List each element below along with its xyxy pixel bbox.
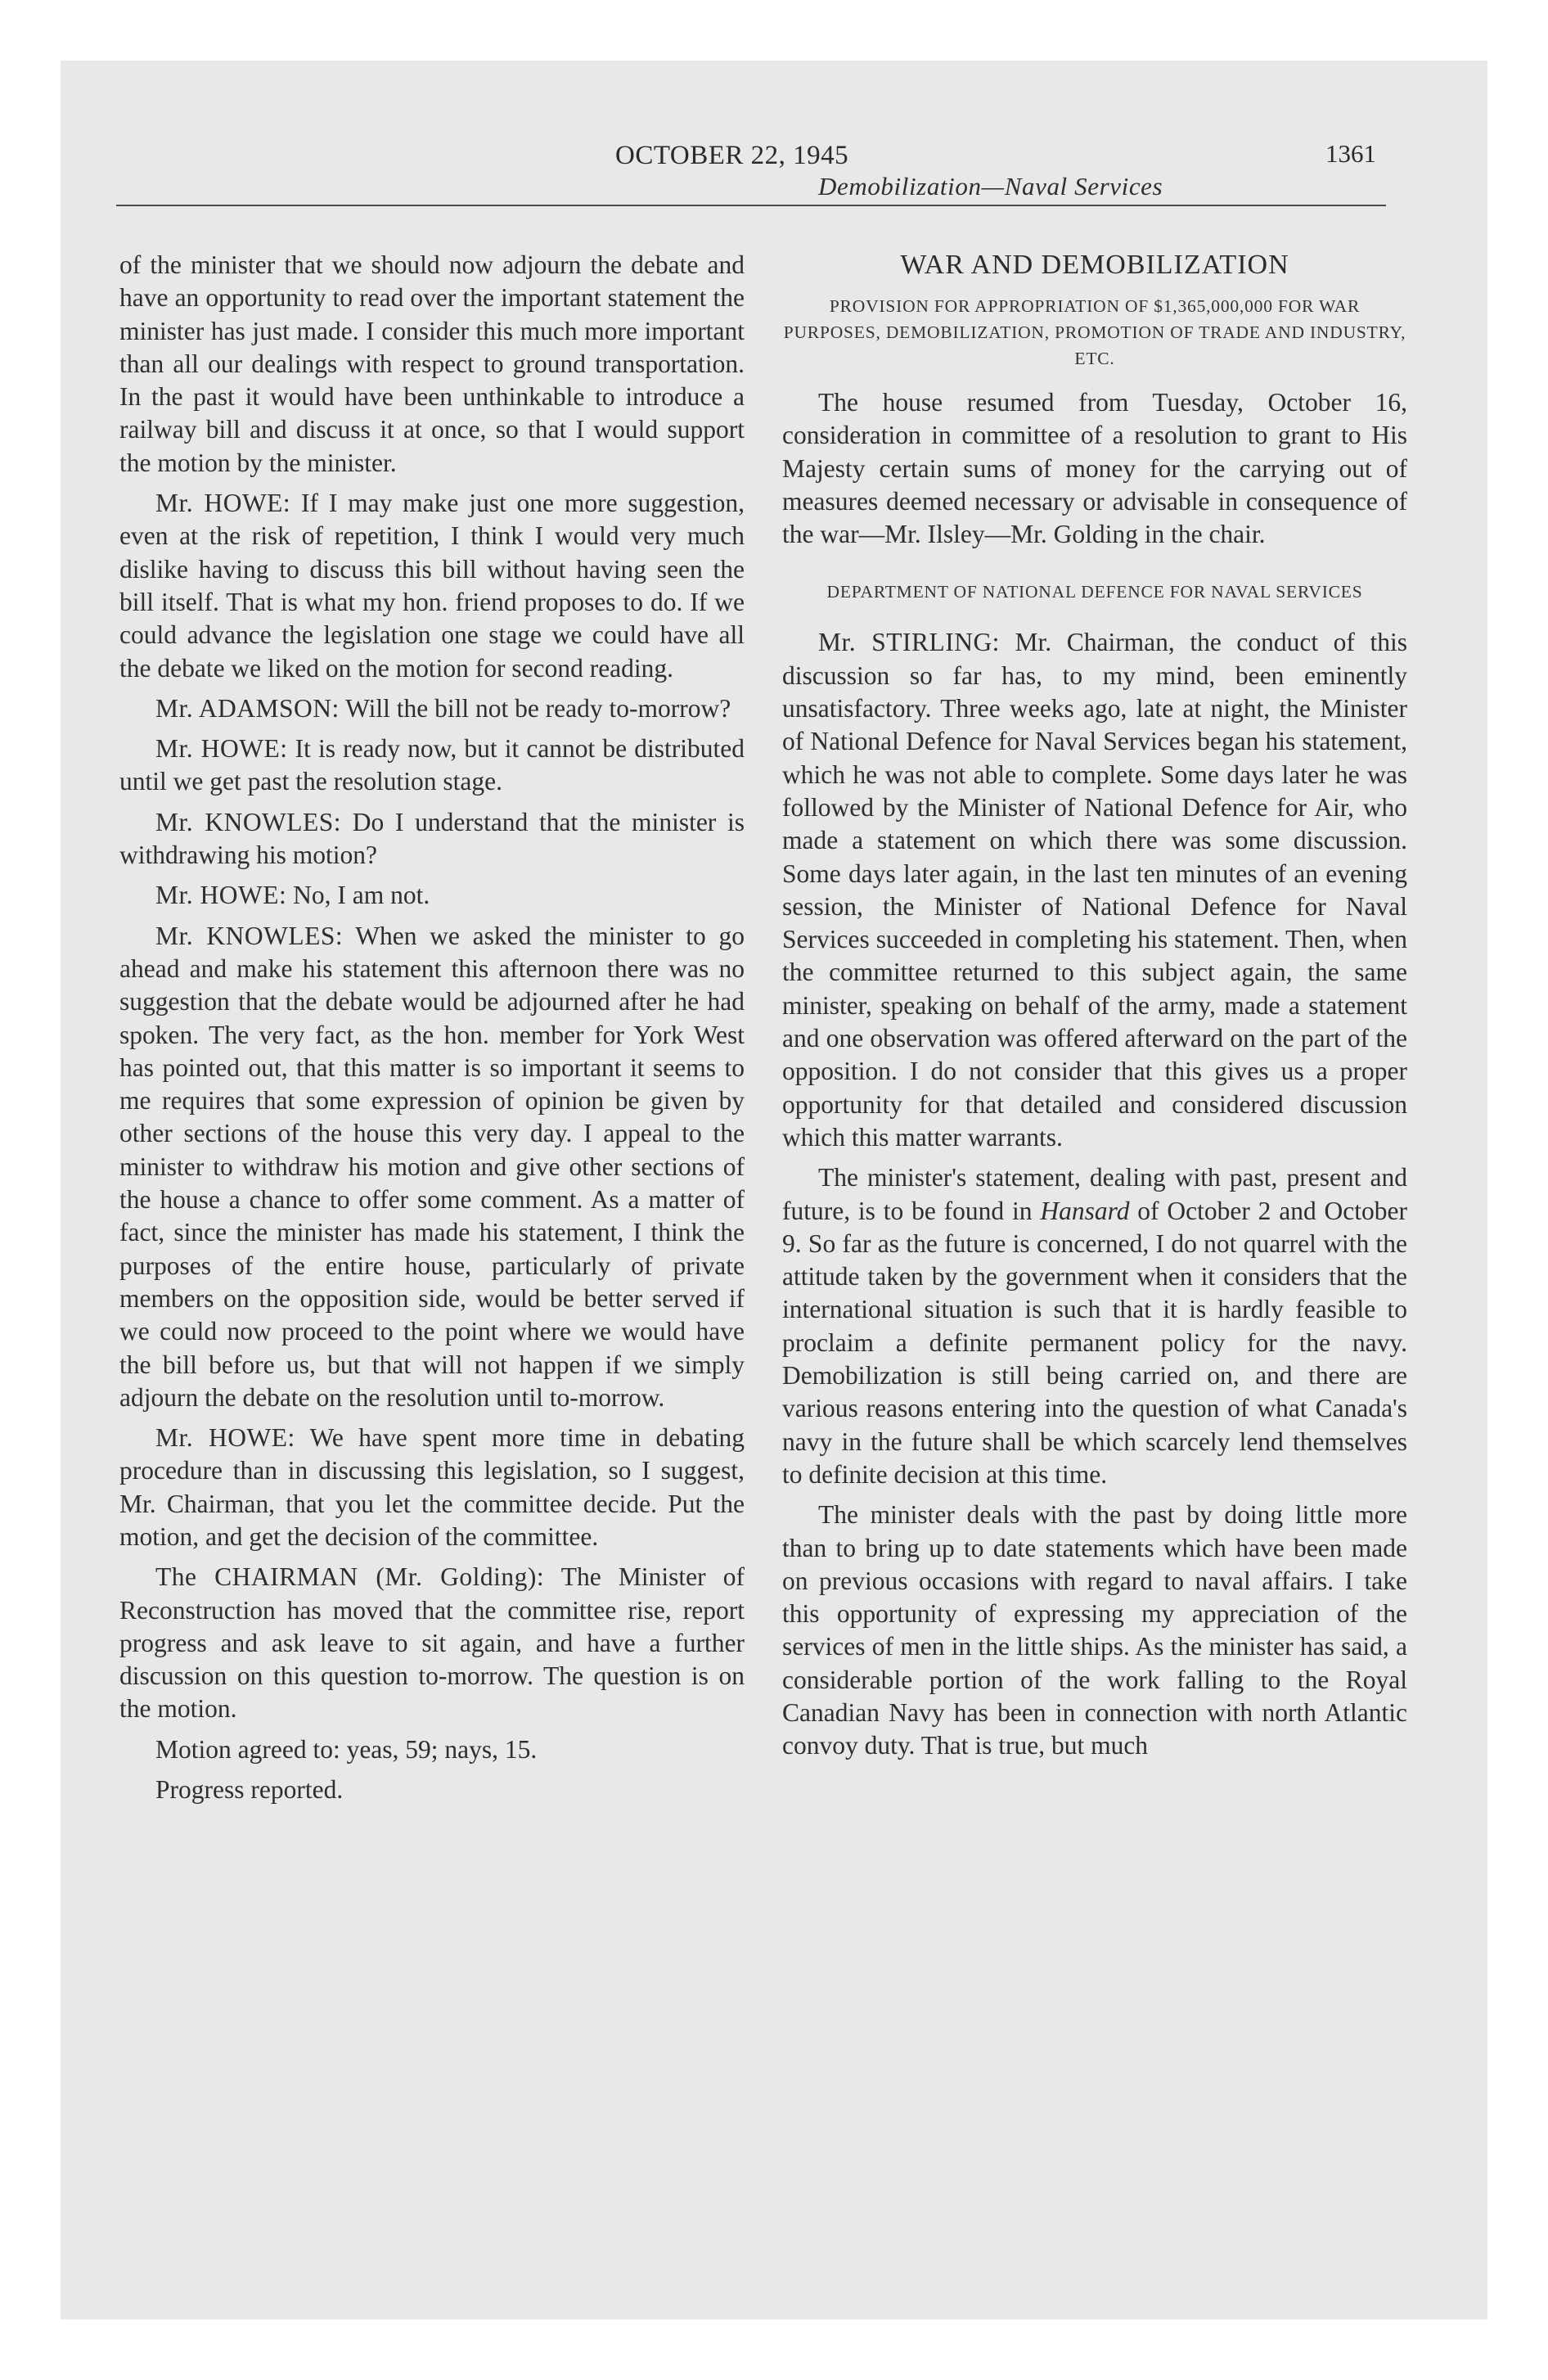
speaker: Mr. KNOWLES: bbox=[155, 921, 344, 950]
paragraph: The minister's statement, dealing with past, present and future, is to be found in Hansard of October 2 and October 9. So far as the future is concerned, I do not quarrel with the attitude taken by the government when it considers that the international situation is such that it is hardly feasible to proclaim a definite permanent policy for the navy. Demobilization is still being carried on, and there are various reasons entering into the question of what Canada's navy in the future shall be which scarcely lend themselves to definite decision at this time. bbox=[782, 1163, 1408, 1489]
speaker: Mr. HOWE: bbox=[155, 734, 288, 764]
speaker: Mr. HOWE: bbox=[155, 489, 291, 518]
paragraph: Mr. KNOWLES: Do I understand that the minister is withdrawing his motion? bbox=[119, 807, 745, 870]
speaker: Mr. HOWE: bbox=[155, 881, 287, 910]
header-date: OCTOBER 22, 1945 bbox=[615, 141, 849, 170]
paragraph: Progress reported. bbox=[155, 1775, 344, 1805]
speaker: Mr. ADAMSON: bbox=[155, 693, 340, 723]
speaker: The CHAIRMAN (Mr. Golding): bbox=[155, 1562, 545, 1592]
speaker: Mr. HOWE: bbox=[155, 1423, 295, 1453]
paragraph: The CHAIRMAN (Mr. Golding): The Minister of Reconstruction has moved that the committee rise, report progress and ask leave to sit again, and have a further discussion on this question to-morrow. The question is on the motion. bbox=[119, 1562, 745, 1724]
italic-hansard: Hansard bbox=[1040, 1196, 1130, 1225]
page-number: 1361 bbox=[1325, 139, 1376, 168]
header-rule bbox=[116, 205, 1386, 206]
paragraph: Mr. HOWE: It is ready now, but it cannot be distributed until we get past the resolution stage. bbox=[119, 734, 745, 796]
running-head: Demobilization—Naval Services bbox=[818, 172, 1163, 201]
paragraph: Motion agreed to: yeas, 59; nays, 15. bbox=[155, 1734, 538, 1764]
paragraph: Mr. HOWE: We have spent more time in debating procedure than in discussing this legislation, so I suggest, Mr. Chairman, that you let the committee decide. Put the motion, and get the decision of the committee. bbox=[119, 1423, 745, 1551]
paragraph: Mr. STIRLING: Mr. Chairman, the conduct of this discussion so far has, to my mind, been eminently unsatisfactory. Three weeks ago, late at night, the Minister of National Defence for Naval Services began his statement, which he was not able to complete. Some days later he was followed by the Minister of National Defence for Air, who made a statement on which there was some discussion. Some days later again, in the last ten minutes of an evening session, the Minister of National Defence for Naval Services succeeded in completing his statement. Then, when the committee returned to this subject again, the same minister, speaking on behalf of the army, made a statement and one observation was offered afterward on the part of the opposition. I do not consider that this gives us a proper opportunity for that detailed and considered discussion which this matter warrants. bbox=[782, 628, 1407, 1152]
department-subheading: DEPARTMENT OF NATIONAL DEFENCE FOR NAVAL SERVICES bbox=[826, 582, 1363, 602]
paragraph: Mr. HOWE: No, I am not. bbox=[155, 881, 430, 910]
right-column bbox=[782, 249, 1407, 1770]
paragraph: Mr. KNOWLES: When we asked the minister to go ahead and make his statement this afternoon there was no suggestion that the debate would be adjourned after he had spoken. The very fact, as the hon. member for York West has pointed out, that this matter is so important it seems to me requires that some expression of opinion be given by other sections of the house this very day. I appeal to the minister to withdraw his motion and give other sections of the house a chance to offer some comment. As a matter of fact, since the minister has made his statement, I think the purposes of the entire house, particularly of private members on the opposition side, would be better served if we could now proceed to the point where we would have the bill before us, but that will not happen if we simply adjourn the debate on the resolution until to-morrow. bbox=[119, 921, 745, 1412]
paragraph: of the minister that we should now adjourn the debate and have an opportunity to read over the important statement the minister has just made. I consider this much more important than all our dealings with respect to ground transportation. In the past it would have been unthinkable to introduce a railway bill and discuss it at once, so that I would support the motion by the minister. bbox=[119, 250, 745, 477]
paragraph: Mr. ADAMSON: Will the bill not be ready to-morrow? bbox=[155, 693, 731, 723]
speaker: Mr. KNOWLES: bbox=[155, 807, 342, 836]
section-title: WAR AND DEMOBILIZATION bbox=[900, 250, 1289, 280]
paragraph: The minister deals with the past by doing little more than to bring up to date statements which have been made on previous occasions with regard to naval affairs. I take this opportunity of expressing my appreciation of the services of men in the little ships. As the minister has said, a considerable portion of the work falling to the Royal Canadian Navy has been in connection with north Atlantic convoy duty. That is true, but much bbox=[782, 1500, 1407, 1760]
section-subtitle: PROVISION FOR APPROPRIATION OF $1,365,000,000 FOR WAR PURPOSES, DEMOBILIZATION, PROMOTION OF TRADE AND INDUSTRY, ETC. bbox=[783, 296, 1406, 368]
speaker: Mr. STIRLING: bbox=[818, 628, 1000, 657]
left-column bbox=[119, 249, 745, 1814]
paragraph: Mr. HOWE: If I may make just one more suggestion, even at the risk of repetition, I think I would very much dislike having to discuss this bill without having seen the bill itself. That is what my hon. friend proposes to do. If we could advance the legislation one stage we could have all the debate we liked on the motion for second reading. bbox=[119, 489, 745, 683]
paragraph: The house resumed from Tuesday, October 16, consideration in committee of a resolution to grant to His Majesty certain sums of money for the carrying out of measures deemed necessary or advisable in consequence of the war—Mr. Ilsley—Mr. Golding in the chair. bbox=[782, 388, 1407, 549]
